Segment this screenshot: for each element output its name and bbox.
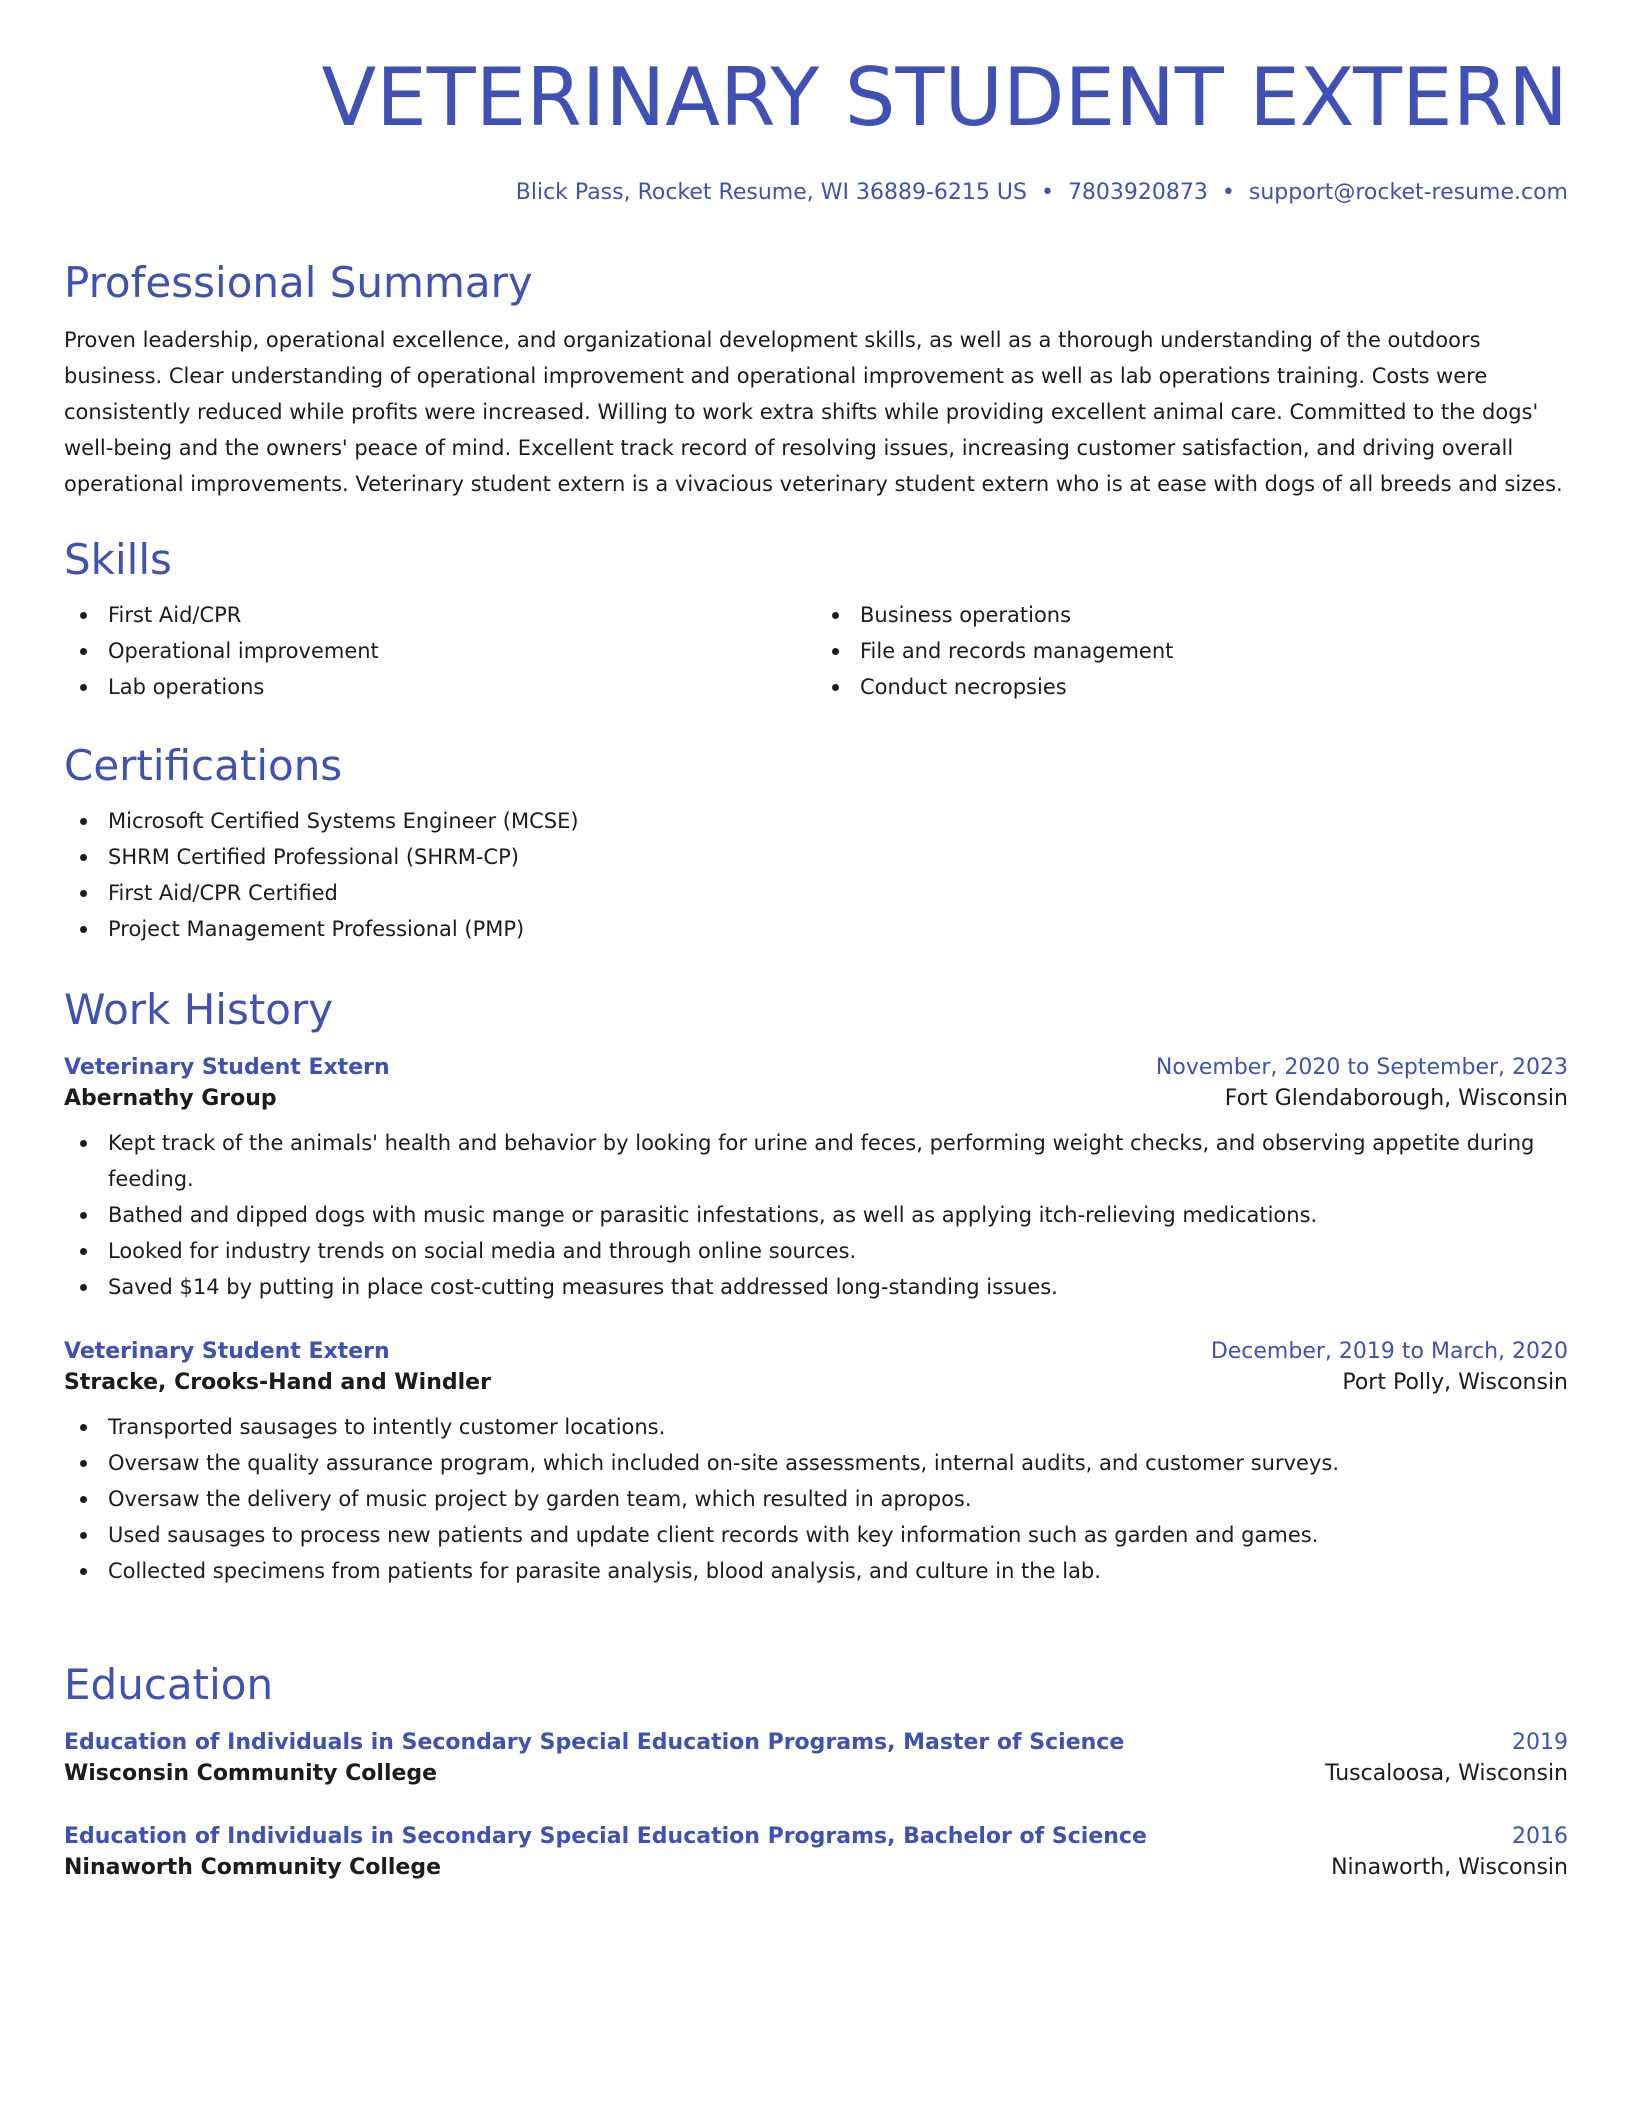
job-dates: December, 2019 to March, 2020 [1210,1339,1568,1365]
job-bullets [64,1125,1568,1305]
job-title: Veterinary Student Extern [64,1339,390,1365]
summary-section [64,258,1568,502]
job-bullet: Saved $14 by putting in place cost-cutting measures that addressed long-standing issues. [64,1269,1568,1305]
job-bullet: Collected specimens from patients for parasite analysis, blood analysis, and culture in the lab. [64,1553,1568,1589]
school-name: Wisconsin Community College [64,1761,438,1787]
degree-year: 2016 [1512,1824,1568,1850]
skills-heading: Skills [64,535,172,584]
school-location: Ninaworth, Wisconsin [1331,1855,1568,1881]
job-bullet: Transported sausages to intently customer locations. [64,1409,1568,1445]
contact-email: support@rocket-resume.com [1248,180,1568,205]
contact-line [516,180,1568,205]
skill-item: File and records management [816,633,1568,669]
certifications-heading: Certifications [64,741,343,790]
skills-section [64,535,1568,705]
job-subheader [64,1370,1568,1395]
skills-columns [64,597,1568,705]
degree-title: Education of Individuals in Secondary Special Education Programs, Bachelor of Science [64,1824,1147,1850]
certification-item: Microsoft Certified Systems Engineer (MCSE) [64,803,1568,839]
job-location: Port Polly, Wisconsin [1342,1370,1568,1396]
contact-phone: 7803920873 [1067,180,1208,205]
education-subheader [64,1761,1568,1786]
skills-list-left [64,597,816,705]
school-location: Tuscaloosa, Wisconsin [1325,1761,1568,1787]
job-bullet: Kept track of the animals' health and behavior by looking for urine and feces, performing weight checks, and observing appetite during feeding. [64,1125,1568,1197]
job-company: Stracke, Crooks-Hand and Windler [64,1370,491,1396]
certifications-section [64,741,1568,947]
job-subheader [64,1086,1568,1111]
skill-item: Business operations [816,597,1568,633]
contact-separator: • [1221,180,1235,205]
job-header [64,1339,1568,1364]
job-title: Veterinary Student Extern [64,1055,390,1081]
job-bullet: Oversaw the delivery of music project by garden team, which resulted in apropos. [64,1481,1568,1517]
job-bullet: Used sausages to process new patients and update client records with key information such as garden and games. [64,1517,1568,1553]
work-history-heading: Work History [64,985,334,1034]
job-bullet: Bathed and dipped dogs with music mange or parasitic infestations, as well as applying itch-relieving medications. [64,1197,1568,1233]
school-name: Ninaworth Community College [64,1855,442,1881]
work-history-section [64,985,1568,1589]
education-entry [64,1730,1568,1786]
job-entry [64,1055,1568,1305]
skill-item: Operational improvement [64,633,816,669]
education-section [64,1660,1568,1880]
degree-year: 2019 [1512,1730,1568,1756]
education-heading: Education [64,1660,274,1709]
certification-item: SHRM Certified Professional (SHRM-CP) [64,839,1568,875]
summary-text: Proven leadership, operational excellence, and organizational development skills, as well as a thorough understanding of the outdoors business. Clear understanding of operational improvement and operational improvement as well as lab operations training. Costs were consistently reduced while profits were increased. Willing to work extra shifts while providing excellent animal care. Committed to the dogs' well-being and the owners' peace of mind. Excellent track record of resolving issues, increasing customer satisfaction, and driving overall operational improvements. Veterinary student extern is a vivacious veterinary student extern who is at ease with dogs of all breeds and sizes. [64,328,1563,497]
certifications-list [64,803,1568,947]
job-location: Fort Glendaborough, Wisconsin [1224,1086,1568,1112]
contact-separator: • [1040,180,1054,205]
job-header [64,1055,1568,1080]
job-bullet: Oversaw the quality assurance program, which included on-site assessments, internal audits, and customer surveys. [64,1445,1568,1481]
summary-heading: Professional Summary [64,258,533,307]
education-subheader [64,1855,1568,1880]
certification-item: First Aid/CPR Certified [64,875,1568,911]
skill-item: Conduct necropsies [816,669,1568,705]
skill-item: Lab operations [64,669,816,705]
certification-item: Project Management Professional (PMP) [64,911,1568,947]
skills-list-right [816,597,1568,705]
job-dates: November, 2020 to September, 2023 [1155,1055,1568,1081]
resume-name: VETERINARY STUDENT EXTERN [321,51,1568,144]
skill-item: First Aid/CPR [64,597,816,633]
degree-title: Education of Individuals in Secondary Special Education Programs, Master of Science [64,1730,1125,1756]
education-header [64,1730,1568,1755]
job-bullets [64,1409,1568,1589]
education-header [64,1824,1568,1849]
contact-address: Blick Pass, Rocket Resume, WI 36889-6215 US [515,180,1027,205]
education-entry [64,1824,1568,1880]
job-company: Abernathy Group [64,1086,277,1112]
job-bullet: Looked for industry trends on social media and through online sources. [64,1233,1568,1269]
job-entry [64,1339,1568,1589]
